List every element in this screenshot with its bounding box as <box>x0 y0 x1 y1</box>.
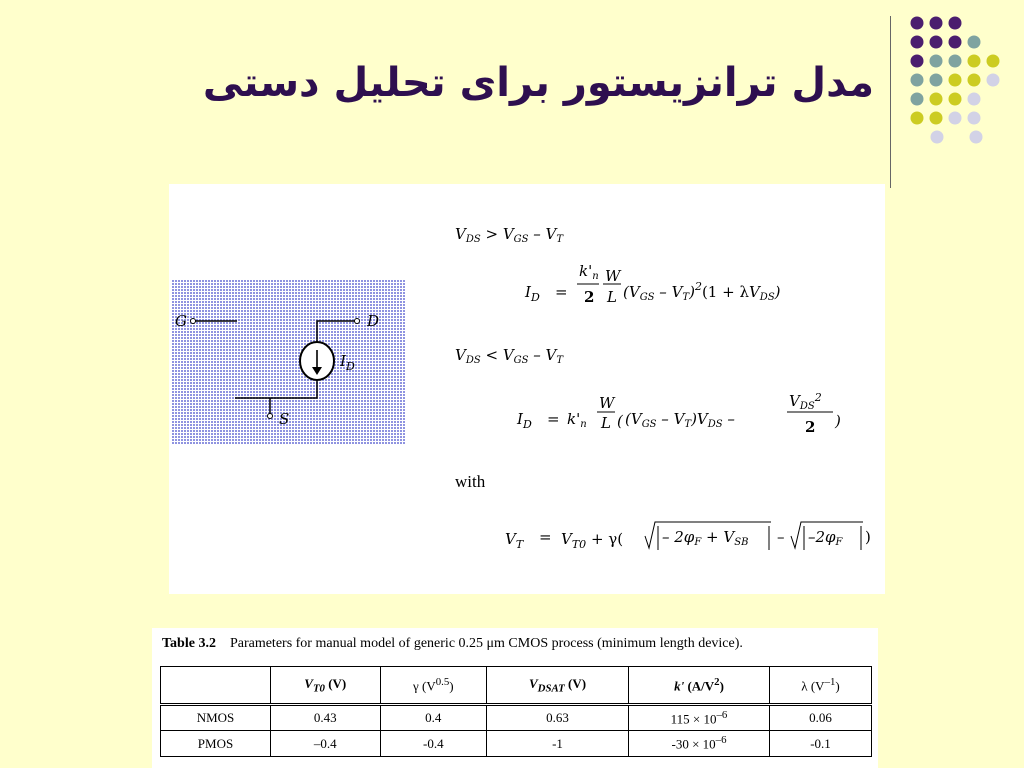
table-header-row <box>161 667 872 705</box>
table-row-pmos <box>161 731 872 757</box>
header-lambda: λ $(V^{-1})$ <box>770 667 872 705</box>
decorative-dot <box>987 74 1000 87</box>
source-label: S <box>279 410 290 428</box>
decorative-dot <box>949 17 962 30</box>
svg-text:VT0 + γ(: $V_{T0} + \gamma$( <box>561 530 624 551</box>
svg-text:VT: $V_T$ <box>505 530 524 551</box>
row-label: PMOS <box>161 731 271 757</box>
equation-threshold <box>505 522 871 551</box>
svg-text:ID: $I_D$ <box>517 410 532 431</box>
decorative-dot <box>968 36 981 49</box>
table-caption-label: Table 3.2 <box>162 636 216 651</box>
header-vt0: $V_{T0}$ (V) <box>271 667 381 705</box>
cell-lambda: 0.06 <box>770 705 872 731</box>
header-gamma: γ $(V^{0.5})$ <box>380 667 487 705</box>
decorative-dot <box>968 93 981 106</box>
svg-text:– 2φF + VSB: – $2\varphi_F + V_{SB}$ <box>662 528 749 548</box>
decorative-dot <box>949 93 962 106</box>
cell-gamma: -0.4 <box>380 731 487 757</box>
decorative-dot <box>987 55 1000 68</box>
condition-saturation: $V_{DS} > V_{GS} - V_T$ <box>455 225 564 245</box>
svg-text:=: = <box>555 283 568 301</box>
svg-text:2: 2 <box>805 418 816 436</box>
svg-text:): ) <box>865 528 871 546</box>
slide-title: مدل ترانزیستور برای تحلیل دستی <box>202 60 874 106</box>
decorative-dot <box>911 112 924 125</box>
parameter-table <box>160 666 872 757</box>
svg-text:W: W <box>605 267 621 285</box>
svg-text:(VGS – VT)2(1 + λVDS): $(V_{GS} - V_T)^2(1 + \lambda V_{DS})$ <box>623 280 781 303</box>
svg-text:–: – <box>777 528 785 546</box>
svg-text:(VGS – VT)VDS –: $(V_{GS} - V_T)V_{DS}$ – <box>625 410 735 430</box>
parameter-table-panel <box>152 628 878 768</box>
gate-label: G <box>175 312 187 330</box>
cell-gamma: 0.4 <box>380 705 487 731</box>
current-label: $I_D$ <box>340 352 355 373</box>
cell-kprime: $-30 \times 10^{-6}$ <box>628 731 769 757</box>
svg-text:k'n: $k'_n$ <box>579 262 599 282</box>
svg-text:k'n: $k'_n$ <box>567 410 587 430</box>
cell-vt0: 0.43 <box>271 705 381 731</box>
cell-lambda: -0.1 <box>770 731 872 757</box>
decorative-dot <box>930 17 943 30</box>
transistor-model-figure <box>169 184 885 594</box>
decorative-dot <box>949 36 962 49</box>
with-label: with <box>455 472 486 491</box>
decorative-dot <box>930 74 943 87</box>
svg-text:L: L <box>607 288 617 306</box>
svg-text:ID: $I_D$ <box>525 283 540 304</box>
decorative-dot <box>911 55 924 68</box>
cell-kprime: $115 \times 10^{-6}$ <box>628 705 769 731</box>
svg-text:=: = <box>547 410 560 428</box>
decorative-dot <box>911 74 924 87</box>
svg-text:): ) <box>835 412 841 430</box>
decorative-dot <box>949 55 962 68</box>
decorative-dot <box>970 131 983 144</box>
decorative-dot <box>911 36 924 49</box>
decorative-dot <box>930 112 943 125</box>
drain-label: D <box>367 312 380 330</box>
decorative-dot <box>930 93 943 106</box>
decorative-dot <box>968 55 981 68</box>
title-divider <box>890 16 891 188</box>
decorative-dot <box>930 36 943 49</box>
header-vdsat: $V_{DSAT}$ (V) <box>487 667 629 705</box>
decorative-dot <box>911 17 924 30</box>
svg-text:=: = <box>539 528 552 546</box>
svg-text:–2φF: $-2\varphi_F$ <box>808 528 843 548</box>
decorative-dot <box>968 74 981 87</box>
decorative-dot <box>911 93 924 106</box>
decorative-dot <box>968 112 981 125</box>
equation-saturation <box>524 262 781 306</box>
header-kprime: k' $(A/V^2)$ <box>628 667 769 705</box>
svg-text:L: L <box>601 414 611 432</box>
table-caption-text: Parameters for manual model of generic 0.25 μm CMOS process (minimum length device). <box>229 636 743 651</box>
table-row-nmos <box>161 705 872 731</box>
table-caption <box>162 636 743 652</box>
svg-text:(: ( <box>617 412 623 430</box>
decorative-dot <box>949 74 962 87</box>
svg-text:W: W <box>599 394 615 412</box>
header-empty <box>161 667 271 705</box>
decorative-dot <box>930 55 943 68</box>
equation-linear <box>516 391 841 436</box>
cell-vdsat: -1 <box>487 731 629 757</box>
condition-linear: $V_{DS} < V_{GS} - V_T$ <box>455 346 564 366</box>
decorative-dot <box>949 112 962 125</box>
svg-text:2: 2 <box>584 288 595 306</box>
decorative-dot <box>931 131 944 144</box>
cell-vdsat: 0.63 <box>487 705 629 731</box>
svg-text:VDS2: $V_{DS}^2$ <box>789 391 822 412</box>
cell-vt0: –0.4 <box>271 731 381 757</box>
row-label: NMOS <box>161 705 271 731</box>
